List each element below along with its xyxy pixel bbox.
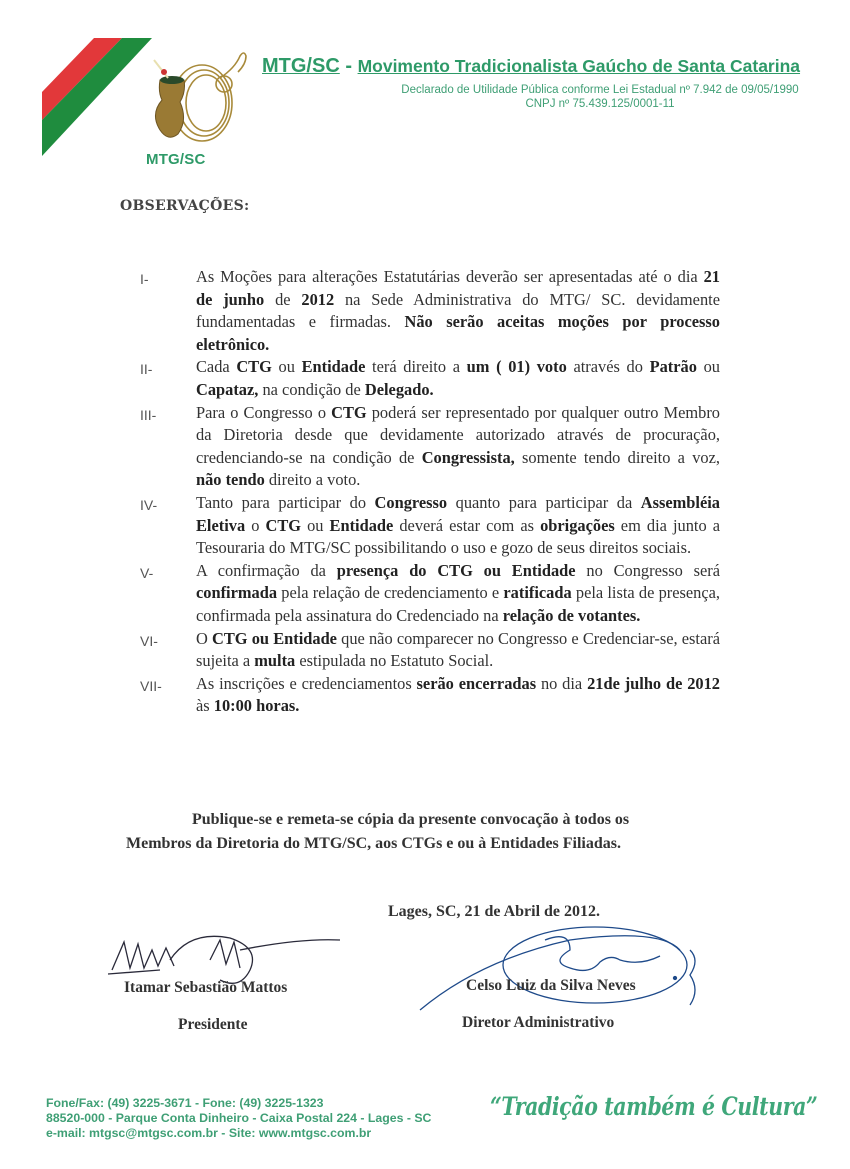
footer-web: e-mail: mtgsc@mtgsc.com.br - Site: www.mtgsc.com.br xyxy=(46,1126,372,1140)
public-utility-declaration: Declarado de Utilidade Pública conforme Lei Estadual nº 7.942 de 09/05/1990 xyxy=(401,84,799,96)
emphasis-text: não tendo xyxy=(196,470,265,490)
item-number: III- xyxy=(140,406,157,423)
body-text: somente tendo direito a voz, xyxy=(514,447,721,467)
emphasis-text: confirmada xyxy=(196,583,278,603)
emphasis-text: ratificada xyxy=(503,583,572,603)
director-role: Diretor Administrativo xyxy=(462,1014,615,1031)
body-text: As Moções para alterações Estatutárias deverão ser apresentadas até o dia xyxy=(196,267,704,286)
body-text: pela relação de credenciamento e xyxy=(277,583,504,603)
organization-title xyxy=(262,55,800,78)
observation-item xyxy=(140,402,720,492)
emphasis-text: Entidade xyxy=(301,357,366,377)
emphasis-text: CTG ou Entidade xyxy=(212,628,337,648)
item-number: II- xyxy=(140,361,153,378)
body-text: Cada xyxy=(196,357,237,377)
closing-line-2: Membros da Diretoria do MTG/SC, aos CTGs e ou à Entidades Filiadas. xyxy=(126,835,621,852)
footer-address: 88520-000 - Parque Conta Dinheiro - Caixa Postal 224 - Lages - SC xyxy=(46,1111,432,1125)
handwritten-signatures xyxy=(100,920,720,1020)
body-text: O xyxy=(196,628,213,648)
item-number: VII- xyxy=(140,677,162,694)
observation-item xyxy=(140,266,720,356)
body-text: que não comparecer no Congresso e Credenciar-se, estará sujeita a xyxy=(196,628,720,671)
observation-item xyxy=(140,673,720,718)
logo-text: MTG/SC xyxy=(146,151,206,168)
item-text xyxy=(196,673,720,718)
place-and-date: Lages, SC, 21 de Abril de 2012. xyxy=(388,903,601,920)
body-text: A confirmação da xyxy=(196,560,337,580)
org-abbreviation: MTG/SC xyxy=(262,55,340,77)
item-text xyxy=(196,560,720,628)
item-text xyxy=(196,402,720,492)
emphasis-text: serão encerradas xyxy=(416,673,537,693)
body-text: na condição de xyxy=(258,379,365,399)
emphasis-text: Assembléia Eletiva xyxy=(196,492,720,535)
signature-president xyxy=(108,936,340,983)
body-text: às xyxy=(196,696,214,716)
chimarrao-emblem-icon xyxy=(140,48,252,148)
item-number: IV- xyxy=(140,496,158,513)
body-text: ou xyxy=(271,357,302,377)
body-text: através do xyxy=(566,357,650,377)
emphasis-text: Delegado. xyxy=(364,379,434,399)
body-text: deverá estar com as xyxy=(393,515,541,535)
observation-item xyxy=(140,560,720,628)
item-number: I- xyxy=(140,271,149,287)
body-text: no dia xyxy=(536,673,588,693)
body-text: pela lista de presença, confirmada pela assinatura do Credenciado na xyxy=(196,583,721,625)
body-text: As inscrições e credenciamentos xyxy=(196,673,417,693)
body-text: direito a voto. xyxy=(264,470,361,490)
president-name: Itamar Sebastião Mattos xyxy=(124,979,288,996)
body-text: estipulada no Estatuto Social. xyxy=(295,651,494,671)
body-text: Para o Congresso o xyxy=(196,402,332,422)
emphasis-text: CTG xyxy=(236,357,272,377)
emphasis-text: presença do CTG ou Entidade xyxy=(336,560,576,580)
emphasis-text: um ( 01) voto xyxy=(466,357,567,377)
body-text: na Sede Administrativa do MTG/ SC. devidamente fundamentadas e firmadas. xyxy=(196,289,720,332)
body-text: no Congresso será xyxy=(575,560,720,580)
declaration-block xyxy=(260,83,850,111)
emphasis-text: 2012 xyxy=(301,289,335,309)
body-text: Tanto para participar do xyxy=(196,492,375,512)
closing-line-1: Publique-se e remeta-se cópia da presente convocação à todos os xyxy=(192,811,630,828)
body-text: o xyxy=(245,515,266,535)
emphasis-text: Congressista, xyxy=(421,447,515,467)
emphasis-text: 21de julho de 2012 xyxy=(587,673,720,693)
observation-item xyxy=(140,356,720,401)
emphasis-text: Congresso xyxy=(374,492,448,512)
signature-director xyxy=(420,927,695,1010)
body-text: poderá ser representado por qualquer outro Membro da Diretoria desde que devidamente autorizado através de procuração, credenciando-se na condição de xyxy=(196,402,720,467)
item-text xyxy=(196,266,720,356)
emphasis-text: CTG xyxy=(331,402,367,422)
footer-contact xyxy=(46,1096,431,1141)
org-title-separator: - xyxy=(339,55,358,77)
section-title: OBSERVAÇÕES: xyxy=(120,198,250,214)
emphasis-text: 21 de junho xyxy=(196,267,720,309)
cnpj-number: CNPJ nº 75.439.125/0001-11 xyxy=(525,98,675,110)
body-text: em dia junto a Tesouraria do MTG/SC possibilitando o uso e gozo de seus direitos sociais. xyxy=(196,515,720,558)
item-text xyxy=(196,628,720,673)
emphasis-text: CTG xyxy=(265,515,302,535)
emphasis-text: obrigações xyxy=(540,515,615,535)
item-text xyxy=(196,492,720,560)
body-text: terá direito a xyxy=(365,357,467,377)
observation-item xyxy=(140,492,720,560)
emphasis-text: Patrão xyxy=(649,357,697,377)
director-name: Celso Luiz da Silva Neves xyxy=(466,977,636,994)
body-text: ou xyxy=(301,515,330,535)
observations-list xyxy=(140,266,720,718)
motto: “Tradição também é Cultura” xyxy=(490,1092,818,1121)
observation-item xyxy=(140,628,720,673)
emphasis-text: multa xyxy=(254,651,296,671)
footer-phones: Fone/Fax: (49) 3225-3671 - Fone: (49) 3225-1323 xyxy=(46,1096,324,1110)
org-full-name: Movimento Tradicionalista Gaúcho de Santa Catarina xyxy=(357,56,801,76)
president-role: Presidente xyxy=(178,1016,248,1033)
item-text xyxy=(196,356,720,401)
item-number: VI- xyxy=(140,632,158,649)
body-text: de xyxy=(264,289,302,309)
emphasis-text: relação de votantes. xyxy=(502,605,641,625)
emphasis-text: Capataz, xyxy=(196,379,259,399)
emphasis-text: Entidade xyxy=(329,515,394,535)
closing-paragraph xyxy=(126,808,726,856)
emphasis-text: 10:00 horas. xyxy=(213,696,300,716)
body-text: quanto para participar da xyxy=(447,492,641,512)
flag-stripe-logo xyxy=(42,38,152,158)
item-number: V- xyxy=(140,564,154,581)
body-text: ou xyxy=(696,357,720,377)
emphasis-text: Não serão aceitas moções por processo eletrônico. xyxy=(196,312,720,354)
